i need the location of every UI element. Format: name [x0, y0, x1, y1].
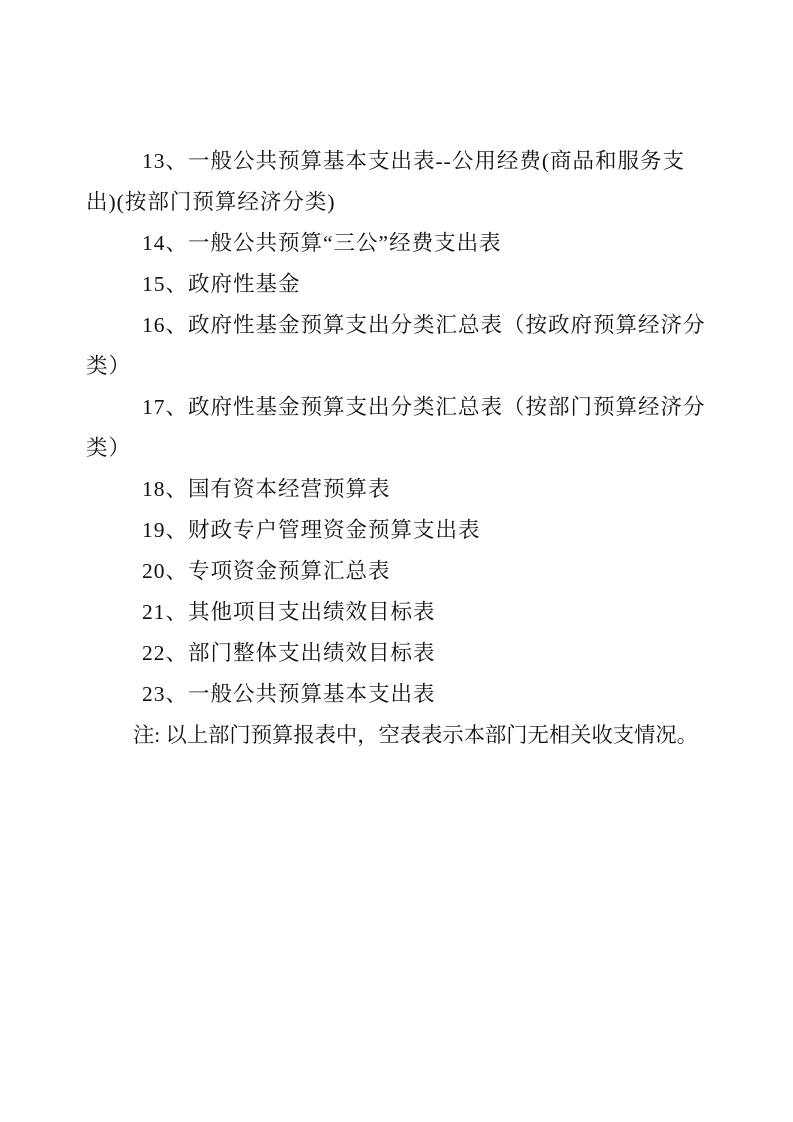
budget-report-list [86, 141, 707, 756]
budget-report-item: 15、政府性基金 [142, 272, 301, 296]
budget-report-item: 13、一般公共预算基本支出表--公用经费(商品和服务支出)(按部门预算经济分类) [86, 149, 685, 214]
budget-report-item: 17、政府性基金预算支出分类汇总表（按部门预算经济分类） [86, 395, 706, 460]
budget-report-item: 23、一般公共预算基本支出表 [142, 682, 436, 706]
budget-report-item: 21、其他项目支出绩效目标表 [142, 600, 436, 624]
budget-report-item: 22、部门整体支出绩效目标表 [142, 641, 436, 665]
budget-report-item: 14、一般公共预算“三公”经费支出表 [142, 231, 502, 255]
budget-report-item: 19、财政专户管理资金预算支出表 [142, 518, 481, 542]
note-text: 注: 以上部门预算报表中，空表表示本部门无相关收支情况。 [133, 723, 698, 747]
budget-report-item: 20、专项资金预算汇总表 [142, 559, 391, 583]
budget-report-item: 16、政府性基金预算支出分类汇总表（按政府预算经济分类） [86, 313, 706, 378]
budget-report-item: 18、国有资本经营预算表 [142, 477, 391, 501]
